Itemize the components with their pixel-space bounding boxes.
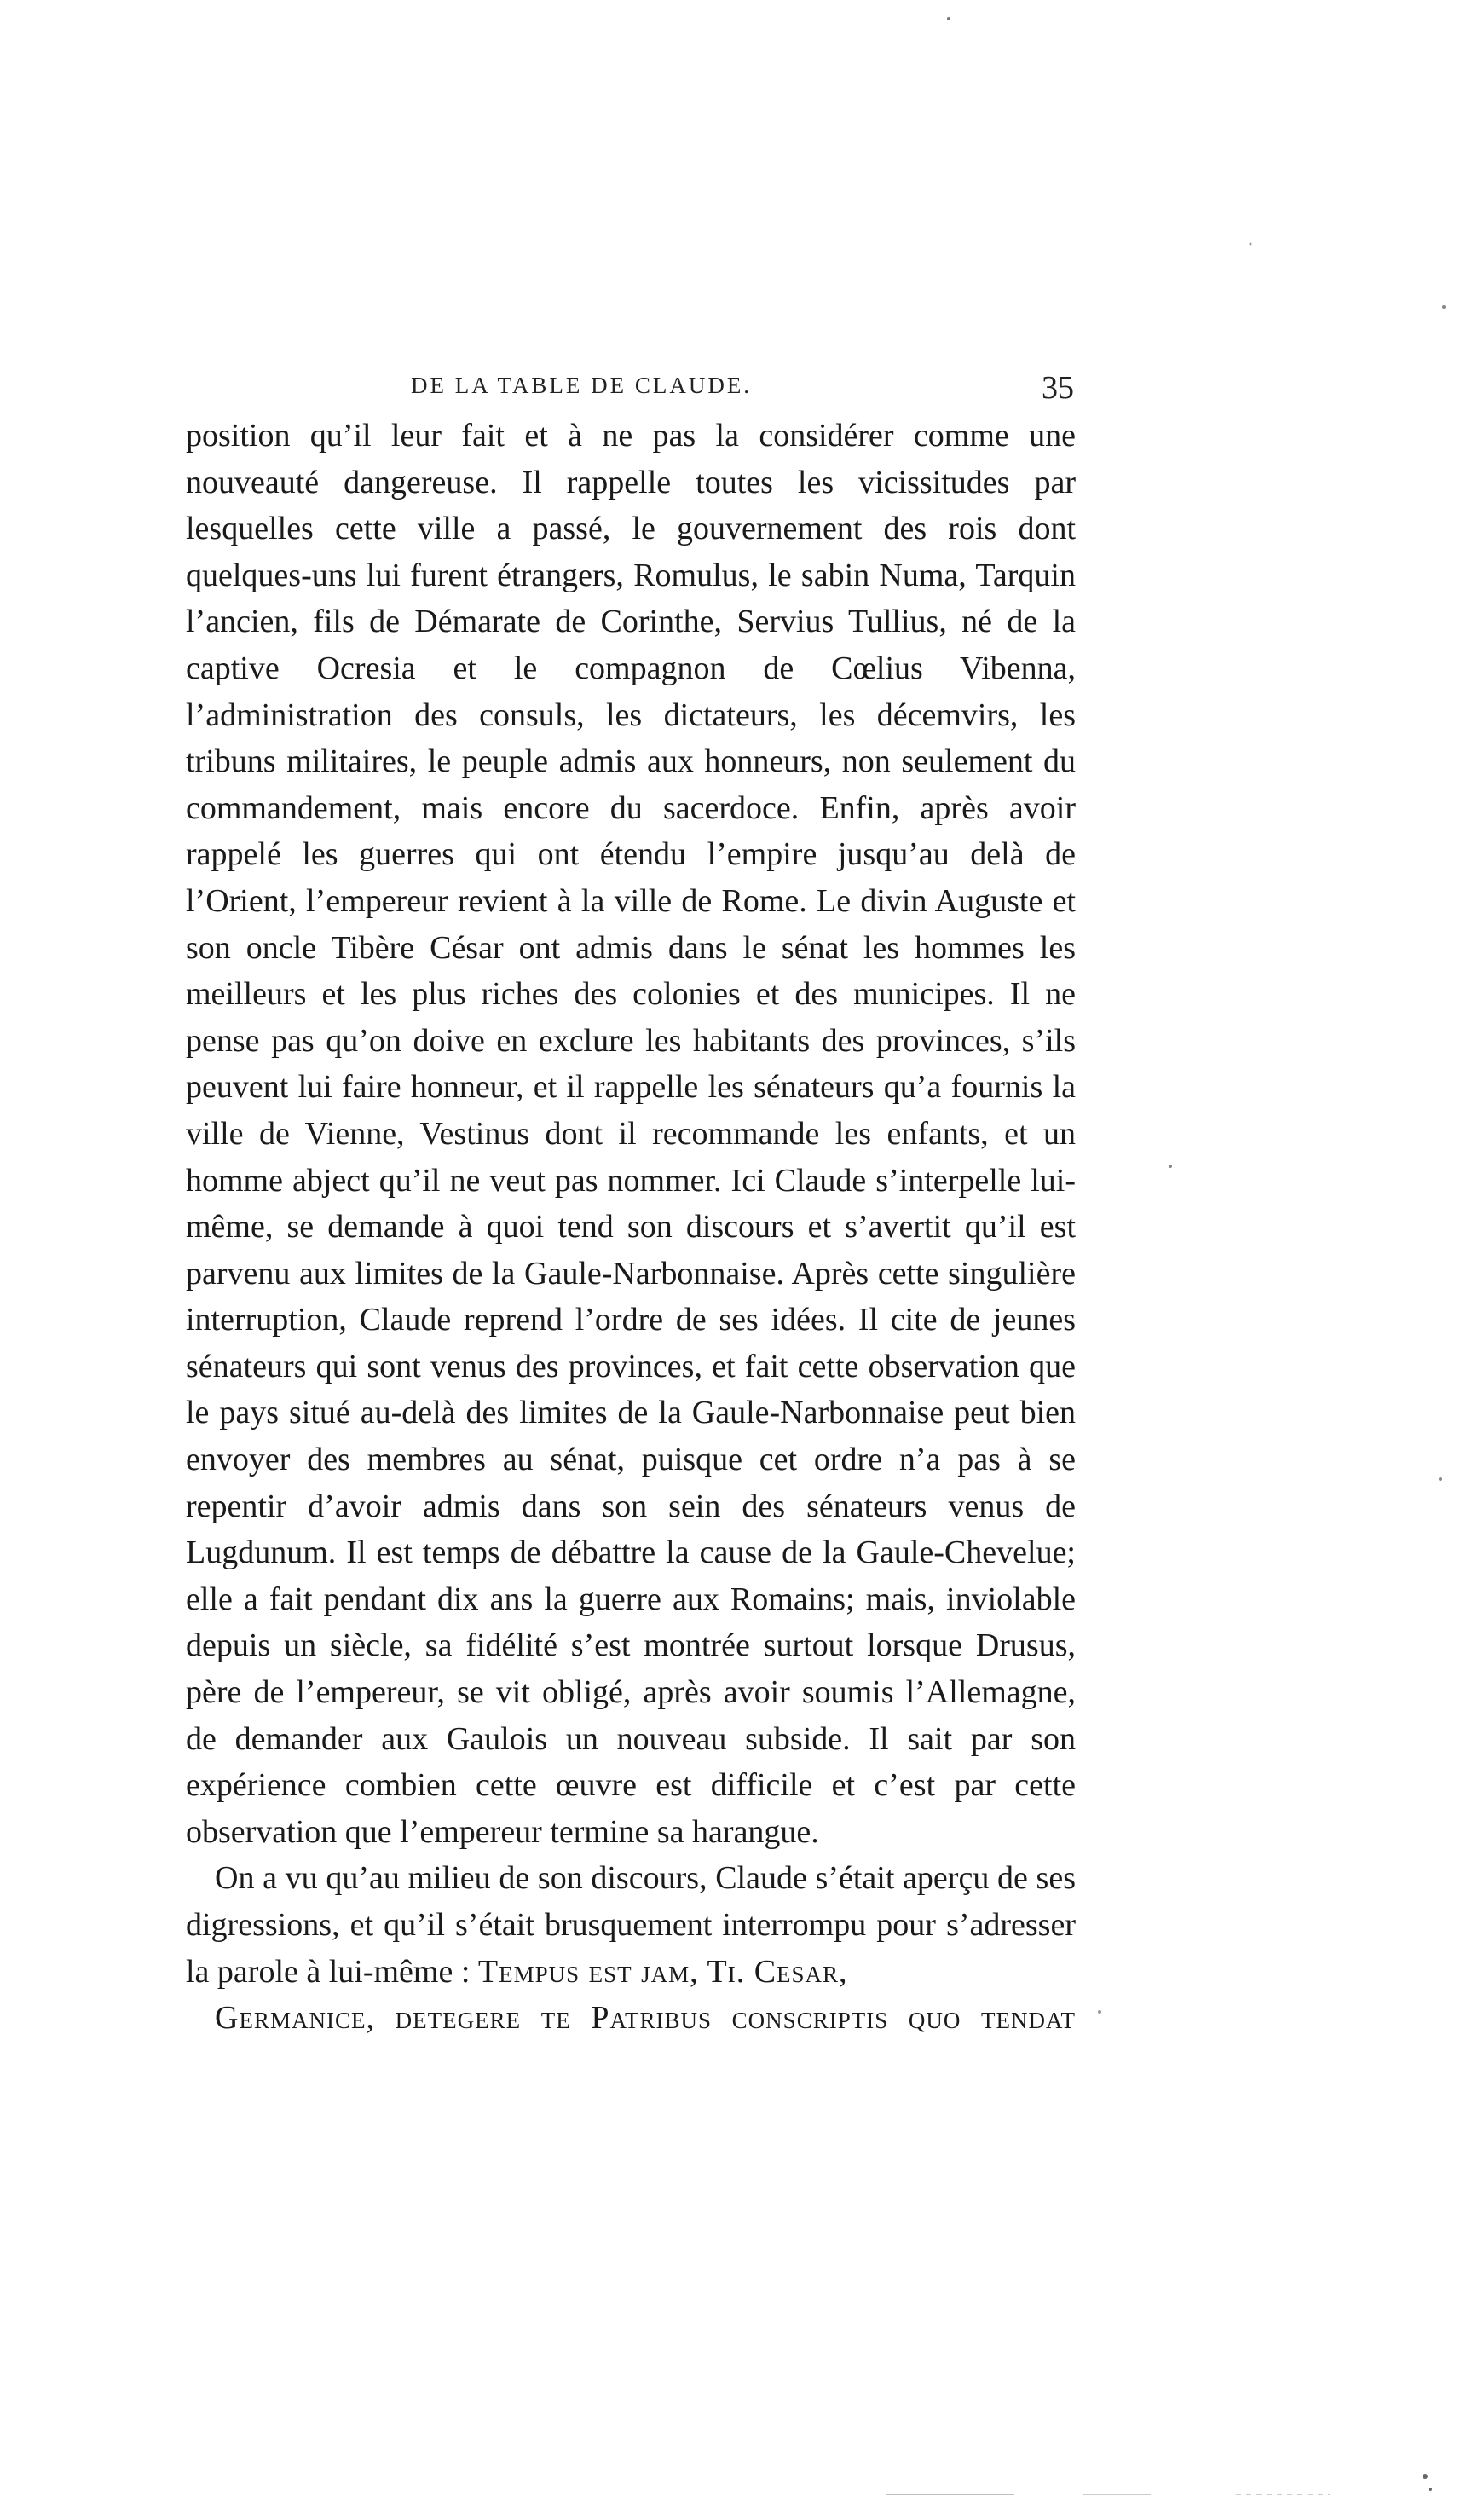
paper-speck	[1169, 1165, 1172, 1168]
paragraph-digression-text: On a vu qu’au milieu de son discours, Claude s’était aperçu de ses digressions, et qu’il s’était brusquement interrompu pour s’adresser la parole à lui-même :	[186, 1860, 1076, 1990]
paper-speck	[1442, 305, 1446, 309]
page-number: 35	[1042, 370, 1074, 406]
paper-speck	[1423, 2474, 1428, 2479]
running-title: DE LA TABLE DE CLAUDE.	[411, 373, 753, 398]
paper-speck	[947, 17, 950, 20]
paper-speck	[1098, 2010, 1101, 2014]
paragraph-continuation: position qu’il leur fait et à ne pas la considérer comme une nouveauté dangereuse. Il rappelle toutes les vicissitudes par lesquelles cette ville a passé, le gouvernement des rois dont quelques-uns lui furent étrangers, Romulus, le sabin Numa, Tarquin l’ancien, fils de Démarate de Corinthe, Servius Tullius, né de la captive Ocresia et le compagnon de Cœlius Vibenna, l’administration des consuls, les dictateurs, les décemvirs, les tribuns militaires, le peuple admis aux honneurs, non seulement du commandement, mais encore du sacerdoce. Enfin, après avoir rappelé les guerres qui ont étendu l’empire jusqu’au delà de l’Orient, l’empereur revient à la ville de Rome. Le divin Auguste et son oncle Tibère César ont admis dans le sénat les hommes les meilleurs et les plus riches des colonies et des municipes. Il ne pense pas qu’on doive en exclure les habitants des provinces, s’ils peuvent lui faire honneur, et il rappelle les sénateurs qu’a fournis la ville de Vienne, Vestinus dont il recommande les enfants, et un homme abject qu’il ne veut pas nommer. Ici Claude s’interpelle lui-même, se demande à quoi tend son discours et s’avertit qu’il est parvenu aux limites de la Gaule-Narbonnaise. Après cette singulière interruption, Claude reprend l’ordre de ses idées. Il cite de jeunes sénateurs qui sont venus des provinces, et fait cette observation que le pays situé au-delà des limites de la Gaule-Narbonnaise peut bien envoyer des membres au sénat, puisque cet ordre n’a pas à se repentir d’avoir admis dans son sein des sénateurs venus de Lugdunum. Il est temps de débattre la cause de la Gaule-Chevelue; elle a fait pendant dix ans la guerre aux Romains; mais, inviolable depuis un siècle, sa fidélité s’est montrée surtout lorsque Drusus, père de l’empereur, se vit obligé, après avoir soumis l’Allemagne, de demander aux Gaulois un nouveau subside. Il sait par son expérience combien cette œuvre est difficile et c’est par cette observation que l’empereur termine sa harangue.	[186, 418, 1076, 1850]
latin-quotation-line-1: Tempus est jam, Ti. Cesar,	[477, 1953, 848, 1990]
latin-quotation-line-2: Germanice, detegere te Patribus conscriptis quo tendat	[215, 2000, 1076, 2037]
paper-speck	[1439, 1477, 1442, 1481]
paper-speck	[1250, 243, 1252, 246]
paper-speck	[1429, 2488, 1432, 2491]
